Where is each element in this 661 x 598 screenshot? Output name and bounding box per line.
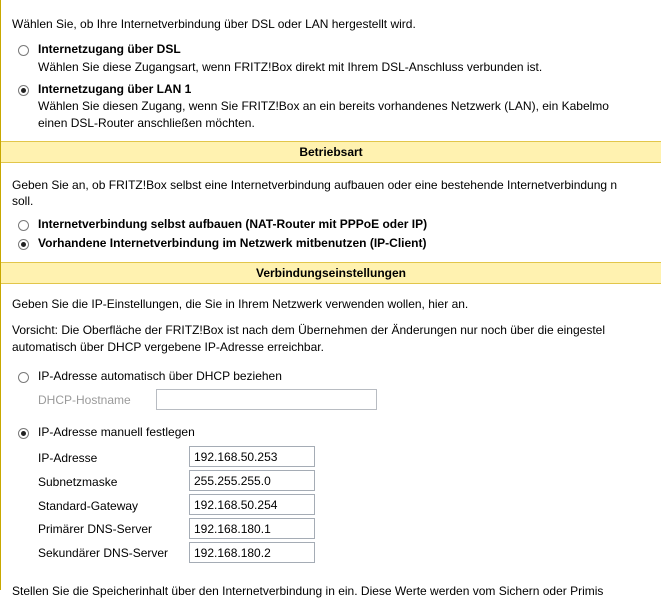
verbindung-desc: Geben Sie die IP-Einstellungen, die Sie in Ihrem Netzwerk verwenden wollen, hier an.: [12, 297, 469, 311]
access-dsl-desc: Wählen Sie diese Zugangsart, wenn FRITZ!Box direkt mit Ihrem DSL-Anschluss verbunden ist.: [38, 60, 543, 74]
ip-dhcp-label[interactable]: IP-Adresse automatisch über DHCP beziehen: [38, 369, 282, 383]
mode-shared-label[interactable]: Vorhandene Internetverbindung im Netzwerk mitbenutzen (IP-Client): [38, 236, 427, 250]
radio-access-dsl[interactable]: [18, 45, 29, 56]
radio-access-lan[interactable]: [18, 85, 29, 96]
section-title-betriebsart: Betriebsart: [299, 145, 363, 159]
access-intro: Wählen Sie, ob Ihre Internetverbindung über DSL oder LAN hergestellt wird.: [12, 17, 416, 31]
dhcp-hostname-input[interactable]: [156, 389, 377, 410]
mode-self-label[interactable]: Internetverbindung selbst aufbauen (NAT-Router mit PPPoE oder IP): [38, 217, 428, 231]
subnet-mask-input[interactable]: [189, 470, 315, 491]
betriebsart-desc-line1: Geben Sie an, ob FRITZ!Box selbst eine Internetverbindung aufbauen oder eine bestehende Internetverbindung n: [12, 178, 618, 192]
primary-dns-input[interactable]: [189, 518, 315, 539]
secondary-dns-input[interactable]: [189, 542, 315, 563]
access-lan-desc-line2: einen DSL-Router anschließen möchten.: [38, 116, 255, 130]
radio-ip-manual[interactable]: [18, 428, 29, 439]
radio-mode-shared[interactable]: [18, 239, 29, 250]
radio-ip-dhcp[interactable]: [18, 372, 29, 383]
radio-mode-self[interactable]: [18, 220, 29, 231]
primary-dns-label: Primärer DNS-Server: [38, 522, 153, 536]
ip-address-label: IP-Adresse: [38, 451, 98, 465]
verbindung-warning-line1: Vorsicht: Die Oberfläche der FRITZ!Box ist nach dem Übernehmen der Änderungen nur noch über die eingestel: [12, 323, 605, 337]
dhcp-hostname-label: DHCP-Hostname: [38, 393, 131, 407]
footer-text: Stellen Sie die Speicherinhalt über den Internetverbindung in ein. Diese Werte werden vom Sichern oder Primis: [12, 584, 604, 598]
ip-address-input[interactable]: [189, 446, 315, 467]
access-lan-desc-line1: Wählen Sie diesen Zugang, wenn Sie FRITZ!Box an ein bereits vorhandenes Netzwerk (LAN), ein Kabelmo: [38, 99, 609, 113]
gateway-label: Standard-Gateway: [38, 499, 139, 513]
subnet-mask-label: Subnetzmaske: [38, 475, 118, 489]
section-title-verbindung: Verbindungseinstellungen: [255, 266, 407, 280]
section-header-betriebsart: [1, 141, 661, 163]
verbindung-warning-line2: automatisch über DHCP vergebene IP-Adresse erreichbar.: [12, 340, 324, 354]
secondary-dns-label: Sekundärer DNS-Server: [38, 546, 169, 560]
betriebsart-desc-line2: soll.: [12, 194, 34, 208]
access-dsl-label[interactable]: Internetzugang über DSL: [38, 42, 181, 56]
gateway-input[interactable]: [189, 494, 315, 515]
access-lan-label[interactable]: Internetzugang über LAN 1: [38, 82, 192, 96]
section-header-verbindung: [1, 262, 661, 284]
ip-manual-label[interactable]: IP-Adresse manuell festlegen: [38, 425, 195, 439]
